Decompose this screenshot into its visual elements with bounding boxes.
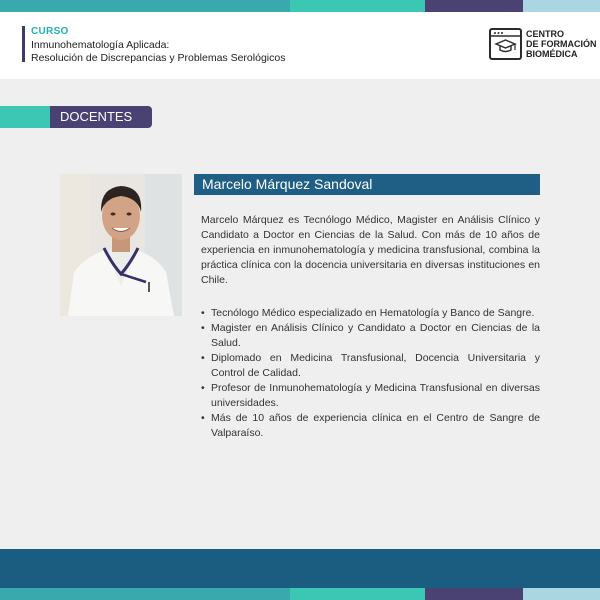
credentials-list <box>201 306 540 441</box>
teacher-bio: Marcelo Márquez es Tecnólogo Médico, Magister en Análisis Clínico y Candidato a Doctor en Ciencias de la Salud. Con más de 10 años de experiencia en inmunohematología y medicina transfusional, combina la práctica clínica con la docencia universitaria en diversas instituciones en Chile. <box>201 214 540 286</box>
credential-item: • Diplomado en Medicina Transfusional, Docencia Universitaria y Control de Calidad. <box>201 351 540 381</box>
header <box>0 12 600 79</box>
bottom-color-bar <box>0 588 600 600</box>
credential-item: • Más de 10 años de experiencia clínica en el Centro de Sangre de Valparaíso. <box>201 411 540 441</box>
credential-item: • Profesor de Inmunohematología y Medicina Transfusional en diversas universidades. <box>201 381 540 411</box>
top-bar-lightblue-segment <box>523 0 600 12</box>
course-title-line2: Resolución de Discrepancias y Problemas Serológicos <box>31 52 286 64</box>
bottom-bar-purple-segment <box>425 588 523 600</box>
top-bar-mint-segment <box>290 0 425 12</box>
course-accent-line <box>22 26 25 62</box>
course-title <box>31 39 285 65</box>
top-bar-purple-segment <box>425 0 523 12</box>
footer-band <box>0 549 600 588</box>
bottom-bar-mint-segment <box>290 588 425 600</box>
top-color-bar <box>0 0 600 12</box>
credential-item: • Magister en Análisis Clínico y Candidato a Doctor en Ciencias de la Salud. <box>201 321 540 351</box>
logo-text <box>526 29 597 59</box>
section-title: DOCENTES <box>50 106 152 128</box>
course-label: CURSO <box>31 26 69 37</box>
credential-item: • Tecnólogo Médico especializado en Hematología y Banco de Sangre. <box>201 306 540 321</box>
graduation-cap-browser-icon <box>489 28 522 60</box>
top-bar-teal-segment <box>0 0 290 12</box>
logo-text-line1: CENTRO <box>526 29 564 39</box>
course-title-line1: Inmunohematología Aplicada: <box>31 39 170 51</box>
bottom-bar-teal-segment <box>0 588 290 600</box>
logo-text-line2: DE FORMACIÓN <box>526 39 597 49</box>
centro-formacion-biomedica-logo <box>489 28 597 60</box>
teacher-name: Marcelo Márquez Sandoval <box>194 174 540 195</box>
teacher-photo <box>60 174 182 316</box>
section-tab <box>0 106 152 128</box>
teacher-portrait-image <box>60 174 182 316</box>
section-tab-accent <box>0 106 50 128</box>
logo-text-line3: BIOMÉDICA <box>526 49 578 59</box>
bottom-bar-lightblue-segment <box>523 588 600 600</box>
